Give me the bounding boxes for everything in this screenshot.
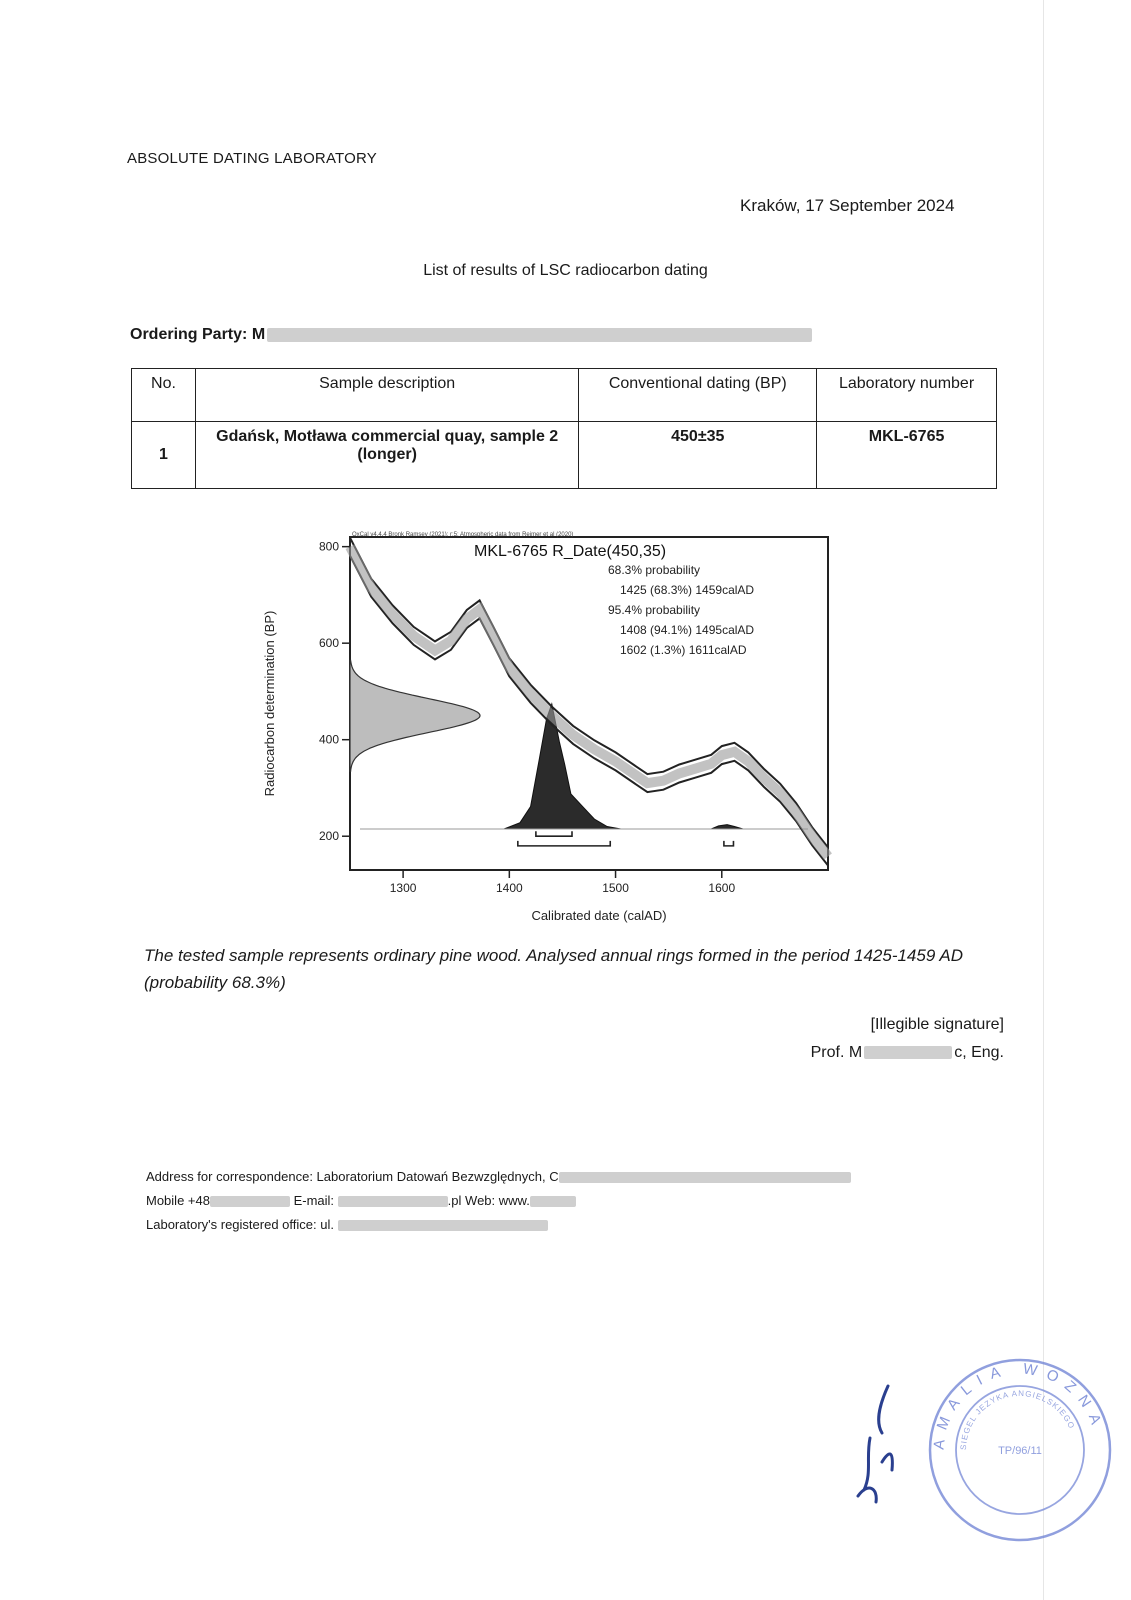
y-tick-label: 600 xyxy=(318,636,339,651)
signature-note: [Illegible signature] xyxy=(870,1016,1004,1033)
chart-annotation: 1408 (94.1%) 1495calAD xyxy=(620,623,755,637)
redaction-block xyxy=(530,1196,576,1207)
x-axis-label: Calibrated date (calAD) xyxy=(531,908,667,923)
footer xyxy=(146,1165,851,1237)
results-table xyxy=(131,368,997,489)
redaction-block xyxy=(210,1196,290,1207)
calibration-chart-svg xyxy=(258,527,858,927)
ordering-party xyxy=(130,326,812,344)
footer-email-label: E-mail: xyxy=(293,1193,335,1208)
footer-address-label: Address for correspondence: Laboratorium Datowań Bezwzględnych, C xyxy=(146,1169,559,1184)
table-header-row xyxy=(132,369,997,422)
handwritten-signature xyxy=(848,1378,908,1508)
y-tick-label: 200 xyxy=(318,829,339,844)
x-tick-label: 1600 xyxy=(708,881,736,895)
cell-no: 1 xyxy=(132,422,196,489)
redaction-block xyxy=(338,1220,548,1231)
signatory-prefix: Prof. M xyxy=(810,1044,863,1061)
footer-office-label: Laboratory's registered office: ul. xyxy=(146,1217,334,1232)
signatory-name xyxy=(811,1044,1004,1062)
svg-text:SIEGEL JEZYKA ANGIELSKIEGO: SIEGEL JEZYKA ANGIELSKIEGO xyxy=(958,1388,1077,1451)
footer-office xyxy=(146,1213,851,1237)
svg-text:TP/96/11: TP/96/11 xyxy=(998,1445,1042,1457)
ordering-party-value: M xyxy=(251,326,266,343)
footer-contacts xyxy=(146,1189,851,1213)
cell-sample-description: Gdańsk, Motława commercial quay, sample 2 (longer) xyxy=(195,422,578,489)
header-conventional-dating: Conventional dating (BP) xyxy=(579,369,817,422)
result-caption: The tested sample represents ordinary pine wood. Analysed annual rings formed in the period 1425-1459 AD (probability 68.3%) xyxy=(144,946,964,992)
svg-text:AMALIA WOZNA: AMALIA WOZNA xyxy=(930,1360,1108,1451)
table-row xyxy=(132,422,997,489)
header-sample-description: Sample description xyxy=(195,369,578,422)
header-no: No. xyxy=(132,369,196,422)
ordering-party-label: Ordering Party: xyxy=(130,326,248,343)
x-tick-label: 1500 xyxy=(602,881,629,895)
redaction-block xyxy=(559,1172,851,1183)
y-tick-label: 400 xyxy=(318,732,339,747)
x-tick-label: 1300 xyxy=(389,881,417,895)
translator-stamp xyxy=(925,1355,1115,1545)
cell-laboratory-number: MKL-6765 xyxy=(817,422,997,489)
signatory-suffix: c, Eng. xyxy=(954,1044,1004,1061)
chart-annotation: 1602 (1.3%) 1611calAD xyxy=(620,643,747,657)
calibration-chart xyxy=(258,527,858,927)
header-laboratory-number: Laboratory number xyxy=(817,369,997,422)
footer-web-label: Web: www. xyxy=(465,1193,530,1208)
redaction-block xyxy=(338,1196,448,1207)
document-title: List of results of LSC radiocarbon dating xyxy=(423,262,708,279)
footer-address xyxy=(146,1165,851,1189)
chart-annotation: 1425 (68.3%) 1459calAD xyxy=(620,583,755,597)
chart-title: MKL-6765 R_Date(450,35) xyxy=(474,543,667,560)
x-tick-label: 1400 xyxy=(495,881,523,895)
lab-name: ABSOLUTE DATING LABORATORY xyxy=(127,150,377,167)
y-tick-label: 800 xyxy=(318,539,339,554)
chart-source-note: OxCal v4.4.4 Bronk Ramsey (2021); r:5; Atmospheric data from Reimer et al (2020) xyxy=(352,532,574,538)
footer-mobile-label: Mobile +48 xyxy=(146,1193,210,1208)
place-date: Kraków, 17 September 2024 xyxy=(740,196,955,215)
redaction-block xyxy=(267,328,812,342)
y-axis-label: Radiocarbon determination (BP) xyxy=(262,610,277,797)
chart-annotation: 95.4% probability xyxy=(608,603,701,617)
chart-annotation: 68.3% probability xyxy=(608,563,701,577)
cell-conventional-dating: 450±35 xyxy=(579,422,817,489)
redaction-block xyxy=(864,1046,952,1059)
footer-email-suffix: .pl xyxy=(447,1193,462,1208)
